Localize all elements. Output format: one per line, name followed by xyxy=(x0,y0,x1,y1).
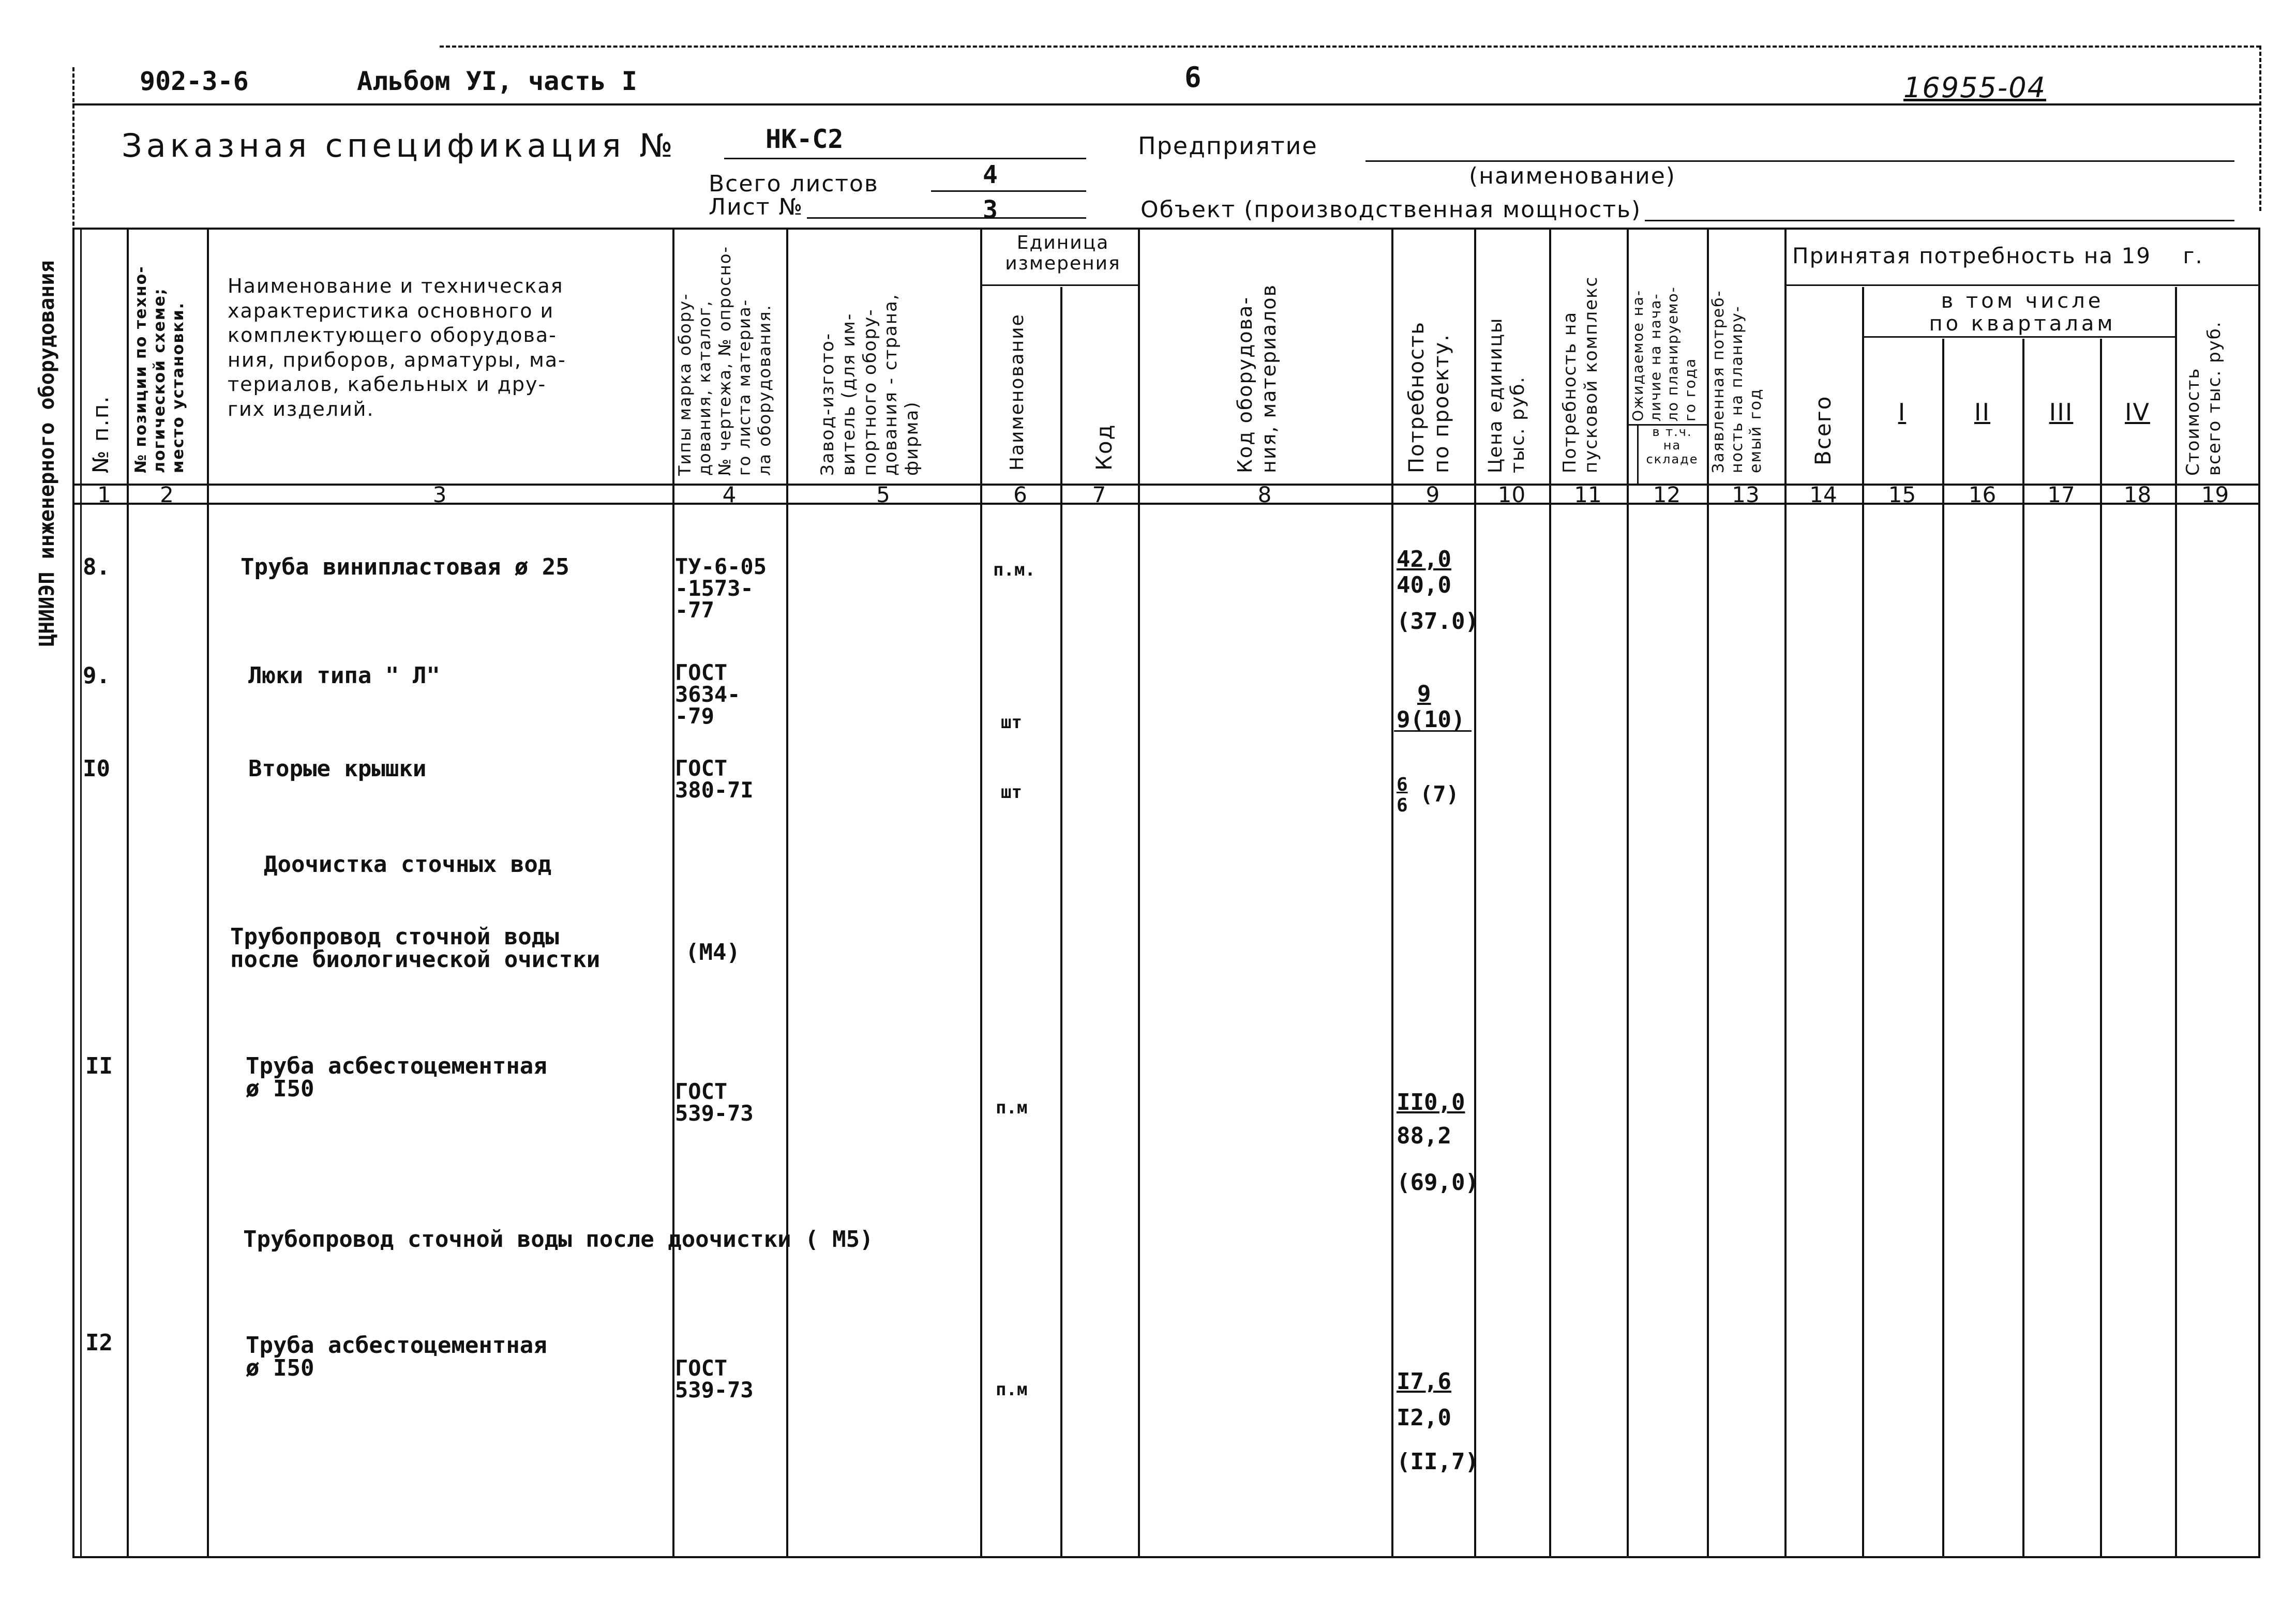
accepted-rule xyxy=(1784,284,2258,286)
left-double-line xyxy=(80,228,82,1557)
row-need-side: (7) xyxy=(1420,781,1459,807)
row-name: Труба асбестоцементная ø I50 xyxy=(246,1053,547,1102)
row-need-rule xyxy=(1394,730,1472,732)
col-line xyxy=(672,228,674,1557)
col-number: 9 xyxy=(1425,482,1440,507)
unit-group-rule xyxy=(980,284,1138,286)
col-line xyxy=(980,228,982,1557)
col-header-16: II xyxy=(1974,398,1991,426)
col-line xyxy=(2175,287,2177,1557)
row-need-bot: (37.0) xyxy=(1397,608,1479,635)
col-header-14: Всего xyxy=(1810,395,1836,465)
quarters-rule xyxy=(1862,336,2175,338)
col-line xyxy=(1391,228,1393,1557)
col-line xyxy=(2022,339,2024,1557)
row-need-bot: (II,7) xyxy=(1397,1449,1479,1475)
col-line xyxy=(1060,287,1062,1557)
col-number: 18 xyxy=(2123,482,2152,507)
row-need-top: 9 xyxy=(1417,681,1431,707)
right-dashed-line xyxy=(2259,46,2261,211)
row-need-mid: 9(10) xyxy=(1397,706,1465,733)
doc-number: 16955-04 xyxy=(1903,71,2046,104)
col-header-6-group: Единица измерения xyxy=(1005,232,1121,274)
total-sheets-label: Всего листов xyxy=(709,171,879,197)
col-header-8: Код оборудова- ния, материалов xyxy=(1234,283,1280,473)
accepted-header: Принятая потребность на 19 г. xyxy=(1792,243,2203,268)
row-unit: п.м xyxy=(996,1379,1028,1400)
col-number: 10 xyxy=(1497,482,1526,507)
col-header-12: Ожидаемое на- личие на нача- ло планируемо- го года xyxy=(1629,286,1699,421)
col-line xyxy=(1474,228,1476,1557)
spec-number-rule xyxy=(724,158,1086,159)
col-number: 13 xyxy=(1732,482,1760,507)
col-number: 6 xyxy=(1013,482,1027,507)
sheet-value: 3 xyxy=(983,195,998,224)
col-number: 7 xyxy=(1092,482,1106,507)
col-header-2: № позиции по техно- логической схеме; место установки. xyxy=(132,265,187,473)
row-need-top: I7,6 xyxy=(1397,1368,1451,1395)
row-unit: п.м. xyxy=(993,560,1036,580)
object-rule xyxy=(1645,220,2234,221)
col-number: 11 xyxy=(1574,482,1602,507)
col-number: 17 xyxy=(2047,482,2075,507)
col-header-17: III xyxy=(2049,398,2074,426)
object-label: Объект (производственная мощность) xyxy=(1141,197,1642,223)
side-label: ЦНИИЭП инженерного оборудования xyxy=(35,260,59,646)
col-number: 2 xyxy=(160,482,174,507)
col-number: 16 xyxy=(1968,482,1997,507)
col-header-5: Завод-изгото- витель (для им- портного обору- дования - страна, фирма) xyxy=(817,293,923,476)
quarters-header: в том числе по кварталам xyxy=(1929,289,2116,336)
col-header-4: Типы марка обору- дования, каталог, № чертежа, № опросно- го листа материа- ла оборудования. xyxy=(675,246,774,476)
col-number: 15 xyxy=(1888,482,1916,507)
col-header-13: Заявленная потреб- ность на планиру- емый год xyxy=(1709,290,1765,473)
row-need-mid: 88,2 xyxy=(1397,1123,1451,1149)
col-number: 3 xyxy=(432,482,447,507)
row-name: Вторые крышки xyxy=(248,756,427,782)
col-header-18: IV xyxy=(2124,398,2151,426)
col-header-6: Наименование xyxy=(1007,313,1028,471)
enterprise-rule xyxy=(1365,160,2234,162)
col-header-1: № п.п. xyxy=(88,395,113,473)
row-need-frac-bot: 6 xyxy=(1397,795,1408,816)
col-line xyxy=(786,228,788,1557)
row-number: II xyxy=(85,1053,113,1079)
spec-number: НК-С2 xyxy=(766,124,844,154)
album-label: Альбом УI, часть I xyxy=(357,66,637,96)
row-need-mid: 40,0 xyxy=(1397,572,1451,598)
row-number: I2 xyxy=(85,1330,113,1356)
row-number: 8. xyxy=(83,554,110,580)
col-number: 14 xyxy=(1809,482,1837,507)
col-header-19: Стоимость всего тыс. руб. xyxy=(2183,321,2225,476)
col-header-12-sub: в т.ч. на складе xyxy=(1646,425,1699,466)
row-need-bot: (69,0) xyxy=(1397,1169,1479,1196)
col-line xyxy=(1138,228,1140,1557)
row-name: Труба асбестоцементная ø I50 xyxy=(246,1332,547,1381)
col-line xyxy=(2100,339,2102,1557)
row-unit: п.м xyxy=(996,1097,1028,1118)
row-type: (М4) xyxy=(685,939,740,966)
col-header-10: Цена единицы тыс. руб. xyxy=(1485,317,1529,473)
row-number: I0 xyxy=(83,756,110,782)
col-header-11: Потребность на пусковой комплекс xyxy=(1559,276,1601,473)
col-header-3: Наименование и техническая характеристика основного и комплектующего оборудова- ния, приборов, арматуры, ма- териалов, кабельных и дру- гих изделий. xyxy=(228,275,566,420)
sheet-rule xyxy=(807,217,1086,219)
col-line xyxy=(1627,228,1629,1557)
col-line xyxy=(1707,228,1709,1557)
section-title: Трубопровод сточной воды после доочистки ( М5) xyxy=(243,1226,874,1253)
top-dashed-line xyxy=(440,46,2260,48)
col-header-15: I xyxy=(1898,398,1907,426)
page-number: 6 xyxy=(1184,61,1202,94)
col-number: 19 xyxy=(2201,482,2229,507)
row-need-top: II0,0 xyxy=(1397,1089,1465,1115)
sheet-label: Лист № xyxy=(709,194,804,220)
row-number: 9. xyxy=(83,662,110,689)
row-need-frac-top: 6 xyxy=(1397,774,1408,795)
col-line xyxy=(1784,228,1787,1557)
col-number: 12 xyxy=(1653,482,1681,507)
col-line xyxy=(1942,339,1944,1557)
col-header-9: Потребность по проекту. xyxy=(1405,321,1453,473)
row-unit: шт xyxy=(1001,712,1022,733)
col-number: 8 xyxy=(1257,482,1272,507)
row-type: ТУ-6-05 -1573- -77 xyxy=(675,554,767,623)
total-sheets-rule xyxy=(931,190,1086,192)
row-need-top: 42,0 xyxy=(1397,546,1451,572)
row-name: Трубопровод сточной воды после биологической очистки xyxy=(230,924,601,973)
col-number: 4 xyxy=(722,482,737,507)
total-sheets-value: 4 xyxy=(983,160,998,189)
row-type: ГОСТ 380-7I xyxy=(675,756,754,803)
col-number: 5 xyxy=(876,482,890,507)
spec-title: Заказная спецификация № xyxy=(122,127,677,164)
row-type: ГОСТ 539-73 xyxy=(675,1355,754,1403)
col-number: 1 xyxy=(97,482,111,507)
naming-label: (наименование) xyxy=(1469,163,1676,189)
project-code: 902-3-6 xyxy=(140,66,249,96)
section-title: Доочистка сточных вод xyxy=(264,851,552,878)
row-type: ГОСТ 3634- -79 xyxy=(675,660,741,729)
col-line xyxy=(127,228,129,1557)
col-line xyxy=(1549,228,1551,1557)
col-line xyxy=(1862,287,1864,1557)
enterprise-label: Предприятие xyxy=(1138,132,1318,160)
col-header-7: Код xyxy=(1091,424,1117,471)
top-rule xyxy=(72,103,2259,105)
row-need-mid: I2,0 xyxy=(1397,1405,1451,1431)
col-line xyxy=(207,228,209,1557)
row-unit: шт xyxy=(1001,782,1022,803)
row-type: ГОСТ 539-73 xyxy=(675,1079,754,1126)
row-name: Труба винипластовая ø 25 xyxy=(241,554,569,580)
row-name: Люки типа " Л" xyxy=(248,662,440,689)
